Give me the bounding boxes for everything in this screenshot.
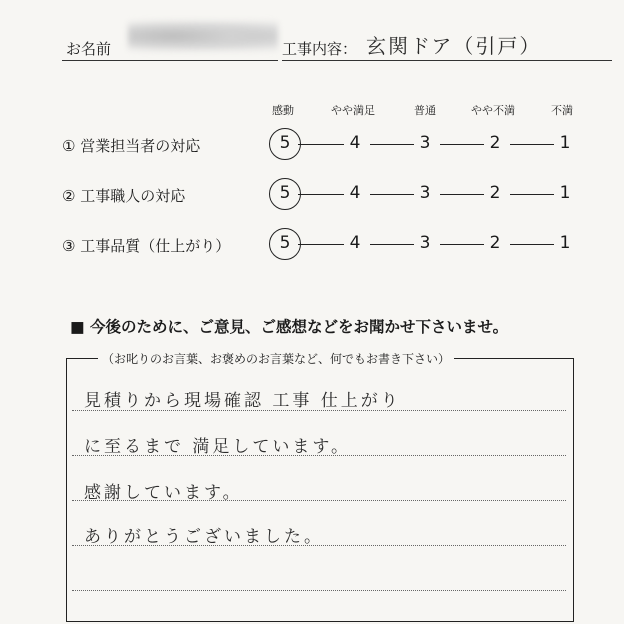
comments-prompt: ■ 今後のために、ご意見、ご感想などをお聞かせ下さいませ。 [70,318,509,336]
rating-item-label: ② 工事職人の対応 [62,187,186,205]
scale-2[interactable]: 2 [489,183,501,203]
column-header-3: 普通 [414,104,436,117]
scale-connector [510,194,554,195]
scale-connector [440,244,484,245]
scale-3[interactable]: 3 [419,133,431,153]
scale-connector [298,144,344,145]
scale-connector [298,244,344,245]
rating-item-label: ① 営業担当者の対応 [62,137,201,155]
work-value: 玄関ドア（引戸） [366,34,542,58]
comments-subprompt: （お叱りのお言葉、お褒めのお言葉など、何でもお書き下さい） [98,350,454,367]
scale-4[interactable]: 4 [349,133,361,153]
scale-connector [440,194,484,195]
column-header-5: 不満 [551,104,573,117]
scale-connector [370,194,414,195]
redacted-name [128,20,278,52]
comment-line: 見積りから現場確認 工事 仕上がり [84,391,401,411]
scale-connector [298,194,344,195]
rating-item-label: ③ 工事品質（仕上がり） [62,237,231,255]
comment-line: に至るまで 満足しています。 [84,437,352,457]
scale-1[interactable]: 1 [559,233,571,253]
scale-connector [510,244,554,245]
scale-5[interactable]: 5 [279,183,291,203]
scale-connector [370,244,414,245]
scale-connector [370,144,414,145]
scale-connector [440,144,484,145]
scale-1[interactable]: 1 [559,183,571,203]
scale-4[interactable]: 4 [349,183,361,203]
scale-4[interactable]: 4 [349,233,361,253]
work-label: 工事内容： [282,40,358,58]
name-underline [62,60,278,61]
column-header-4: やや不満 [471,104,515,117]
scale-2[interactable]: 2 [489,133,501,153]
work-underline [282,60,612,61]
scale-3[interactable]: 3 [419,233,431,253]
scale-3[interactable]: 3 [419,183,431,203]
column-header-1: 感動 [272,104,294,117]
scale-2[interactable]: 2 [489,233,501,253]
scale-5[interactable]: 5 [279,233,291,253]
comment-line: ありがとうございました。 [84,527,324,547]
scale-1[interactable]: 1 [559,133,571,153]
comment-line: 感謝しています。 [84,483,243,503]
scale-connector [510,144,554,145]
ruled-line [72,590,566,591]
column-header-2: やや満足 [331,104,375,117]
scale-5[interactable]: 5 [279,133,291,153]
name-label: お名前 [66,40,112,58]
